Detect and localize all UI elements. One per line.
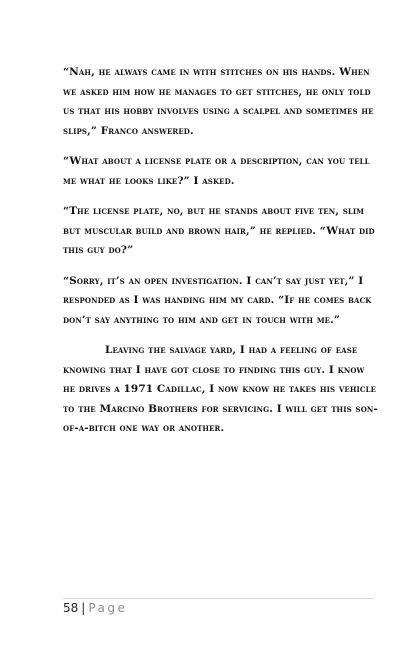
page-number: 58 bbox=[63, 601, 79, 615]
paragraph-1: “Nah, he always came in with stitches on his hands. When we asked him how he manages to get stitches, he only told us that his hobby involves using a scalpel and sometimes he slips,” Franco answered. bbox=[63, 66, 374, 137]
page-footer bbox=[63, 598, 374, 615]
footer-separator: | bbox=[81, 601, 86, 615]
page-label: Page bbox=[88, 601, 128, 615]
body-text bbox=[63, 63, 379, 450]
paragraph-3: “The license plate, no, but he stands about five ten, slim but muscular build and brown hair,” he replied. “What did this guy do?” bbox=[63, 205, 375, 256]
paragraph-5: Leaving the salvage yard, I had a feeling of ease knowing that I have got close to finding this guy. I know he drives a 1971 Cadillac, I now know he takes his vehicle to the Marcino Brothers for servicing. I will get this son-of-a-bitch one way or another. bbox=[63, 344, 378, 434]
paragraph-2: “What about a license plate or a description, can you tell me what he looks like?” I asked. bbox=[63, 155, 370, 187]
paragraph-4: “Sorry, it’s an open investigation. I can’t say just yet,” I responded as I was handing him my card. “If he comes back don’t say anything to him and get in touch with me.” bbox=[63, 274, 372, 326]
